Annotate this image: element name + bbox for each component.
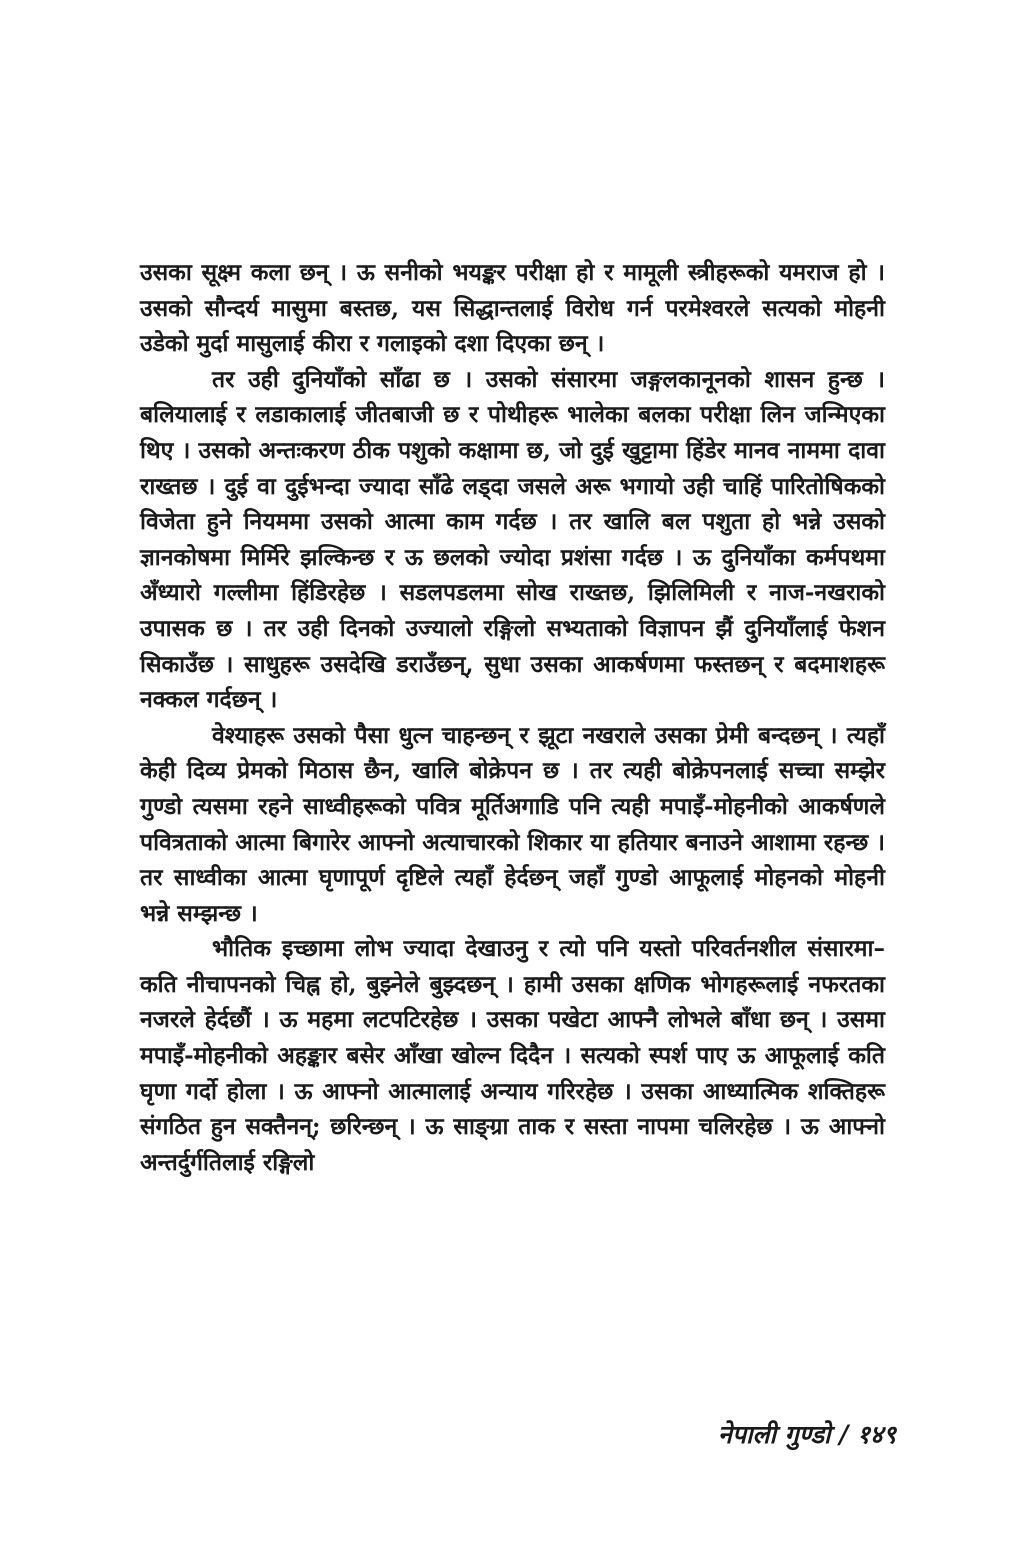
paragraph-2: तर उही दुनियाँको साँढा छ । उसको संसारमा जङ्गलकानूनको शासन हुन्छ । बलियालाई र लडाकालाई जीतबाजी छ र पोथीहरू भालेका बलका परीक्षा लिन जन्मिएका थिए । उसको अन्तःकरण ठीक पशुको कक्षामा छ, जो दुई खुट्टामा हिंडेर मानव नाममा दावा राख्तछ । दुई वा दुईभन्दा ज्यादा साँढे लड्दा जसले अरू भगायो उही चाहिं पारितोषिकको विजेता हुने नियममा उसको आत्मा काम गर्दछ । तर खालि बल पशुता हो भन्ने उसको ज्ञानकोषमा मिर्मिरे झल्किन्छ र ऊ छलको ज्योदा प्रशंसा गर्दछ । ऊ दुनियाँका कर्मपथमा अँध्यारो गल्लीमा हिंडिरहेछ । सडलपडलमा सोख राख्तछ, झिलिमिली र नाज-नखराको उपासक छ । तर उही दिनको उज्यालो रङ्गिलो सभ्यताको विज्ञापन झैं दुनियाँलाई फेशन सिकाउँछ । साधुहरू उसदेखि डराउँछन्, सुधा उसका आकर्षणमा फस्तछन् र बदमाशहरू नक्कल गर्दछन् । <box>140 365 885 714</box>
paragraph-4: भौतिक इच्छामा लोभ ज्यादा देखाउनु र त्यो पनि यस्तो परिवर्तनशील संसारमा– कति नीचापनको चिह्न हो, बुझ्नेले बुझ्दछन् । हामी उसका क्षणिक भोगहरूलाई नफरतका नजरले हेर्दछौं । ऊ महमा लटपटिरहेछ । उसका पखेटा आफ्नै लोभले बाँधा छन् । उसमा मपाइँ-मोहनीको अहङ्कार बसेर आँखा खोल्न दिदैन । सत्यको स्पर्श पाए ऊ आफूलाई कति घृणा गर्दो होला । ऊ आफ्नो आत्मालाई अन्याय गरिरहेछ । उसका आध्यात्मिक शक्तिहरू संगठित हुन सक्तैनन्; छरिन्छन् । ऊ साङ्ग्रा ताक र सस्ता नापमा चलिरहेछ । ऊ आफ्नो अन्तर्दुर्गतिलाई रङ्गिलो <box>140 935 885 1176</box>
body-text <box>140 255 885 1180</box>
paragraph-1: उसका सूक्ष्म कला छन् । ऊ सनीको भयङ्कर परीक्षा हो र मामूली स्त्रीहरूको यमराज हो । उसको सौन्दर्य मासुमा बस्तछ, यस सिद्धान्तलाई विरोध गर्न परमेश्वरले सत्यको मोहनी उडेको मुर्दा मासुलाई कीरा र गलाइको दशा दिएका छन् । <box>140 259 885 358</box>
page-footer-running-title: नेपाली गुण्डो / १४९ <box>717 1420 896 1449</box>
paragraph-3: वेश्याहरू उसको पैसा धुत्न चाहन्छन् र झूटा नखराले उसका प्रेमी बन्दछन् । त्यहाँ केही दिव्य प्रेमको मिठास छैन, खालि बोक्रेपन छ । तर त्यही बोक्रेपनलाई सच्चा सम्झेर गुण्डो त्यसमा रहने साध्वीहरूको पवित्र मूर्तिअगाडि पनि त्यही मपाइँ-मोहनीको आकर्षणले पवित्रताको आत्मा बिगारेर आफ्नो अत्याचारको शिकार या हतियार बनाउने आशामा रहन्छ । तर साध्वीका आत्मा घृणापूर्ण दृष्टिले त्यहाँ हेर्दछन् जहाँ गुण्डो आफूलाई मोहनको मोहनी भन्ने सम्झन्छ । <box>140 721 885 927</box>
